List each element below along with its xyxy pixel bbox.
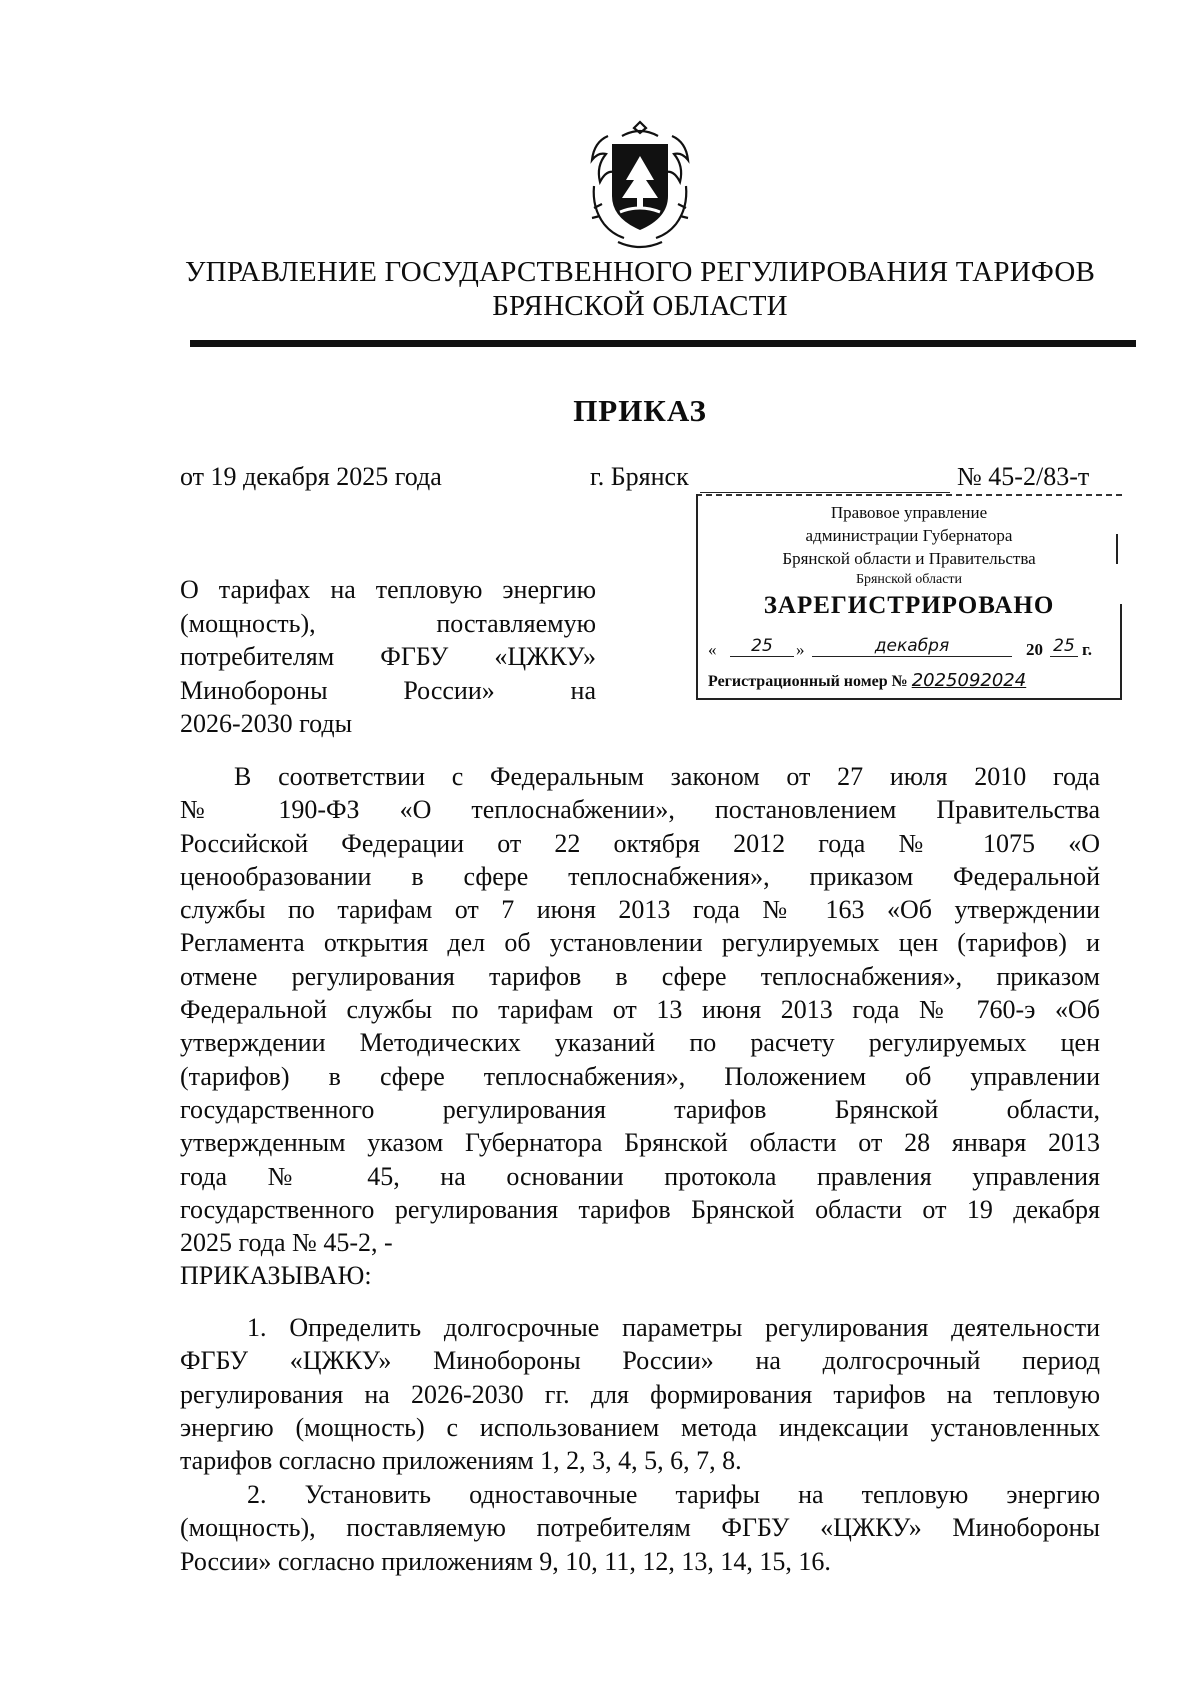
item-line: ФГБУ «ЦЖКУ» Минобороны России» на долгосрочный период xyxy=(180,1346,1100,1376)
subject-line: Минобороны России» на xyxy=(180,675,596,705)
subject-line: О тарифах на тепловую энергию xyxy=(180,575,596,604)
stamp-year-prefix: 20 xyxy=(1026,640,1043,659)
order-subject xyxy=(180,573,596,741)
item-line: тарифов согласно приложениям 1, 2, 3, 4, 5, 6, 7, 8. xyxy=(180,1446,742,1476)
preamble-line: государственного регулирования тарифов Брянской области, xyxy=(180,1094,1100,1124)
preamble-line: утверждении Методических указаний по расчету регулируемых цен xyxy=(180,1028,1100,1058)
preamble-line: службы по тарифам от 7 июня 2013 года № 163 «Об утверждении xyxy=(180,895,1100,925)
order-number: № 45-2/83-т xyxy=(957,462,1090,491)
stamp-line2: администрации Губернатора xyxy=(805,526,1013,545)
preamble-line: года № 45, на основании протокола правления управления xyxy=(180,1161,1100,1191)
preamble-line: утвержденным указом Губернатора Брянской области от 28 января 2013 xyxy=(180,1128,1100,1158)
preamble-line: № 190-ФЗ «О теплоснабжении», постановлением Правительства xyxy=(180,795,1100,825)
preamble-line: Федеральной службы по тарифам от 13 июня 2013 года № 760-э «Об xyxy=(180,995,1100,1025)
order-item-1 xyxy=(180,1311,1100,1477)
coat-of-arms-icon xyxy=(578,116,702,252)
organization-name-line2: БРЯНСКОЙ ОБЛАСТИ xyxy=(492,290,788,322)
stamp-reg-number: 2025092024 xyxy=(911,670,1027,691)
stamp-day: 25 xyxy=(730,636,794,657)
stamp-line4: Брянской области xyxy=(855,572,963,587)
order-city: г. Брянск xyxy=(590,462,689,491)
order-date: от 19 декабря 2025 года xyxy=(180,462,442,491)
preamble-line: Российской Федерации от 22 октября 2012 года № 1075 «О xyxy=(180,828,1100,858)
preamble-line: (тарифов) в сфере теплоснабжения», Положением об управлении xyxy=(180,1061,1100,1091)
preamble-line: В соответствии с Федеральным законом от 27 июля 2010 года xyxy=(234,762,1100,791)
subject-line: (мощность), поставляемую xyxy=(180,608,596,638)
stamp-year-suffix: 25 xyxy=(1050,636,1078,657)
preamble-line: ценообразовании в сфере теплоснабжения», приказом Федеральной xyxy=(180,861,1100,891)
stamp-year-unit: г. xyxy=(1082,640,1093,659)
stamp-reg-label: Регистрационный номер № xyxy=(708,673,908,690)
stamp-date: « 25 » декабря 20 25 г. xyxy=(708,636,1093,659)
stamp-line3: Брянской области и Правительства xyxy=(782,549,1036,568)
stamp-month: декабря xyxy=(812,636,1012,657)
item-line: регулирования на 2026-2030 гг. для формирования тарифов на тепловую xyxy=(180,1379,1100,1409)
decree-word: ПРИКАЗЫВАЮ: xyxy=(180,1261,372,1291)
item-line: энергию (мощность) с использованием метода индексации установленных xyxy=(180,1412,1100,1442)
item-line: (мощность), поставляемую потребителям ФГБУ «ЦЖКУ» Минобороны xyxy=(180,1513,1100,1543)
preamble-line: 2025 года № 45-2, - xyxy=(180,1228,393,1258)
subject-line: потребителям ФГБУ «ЦЖКУ» xyxy=(180,642,596,671)
stamp-registration xyxy=(708,670,1026,691)
item-line: России» согласно приложениям 9, 10, 11, 12, 13, 14, 15, 16. xyxy=(180,1546,831,1576)
organization-name-line1: УПРАВЛЕНИЕ ГОСУДАРСТВЕННОГО РЕГУЛИРОВАНИЯ ТАРИФОВ xyxy=(184,256,1096,288)
stamp-line1: Правовое управление xyxy=(830,503,988,522)
order-item-2 xyxy=(180,1478,1100,1578)
header-divider xyxy=(190,340,1136,347)
registration-stamp xyxy=(696,494,1122,700)
item-line: 2. Установить одноставочные тарифы на тепловую энергию xyxy=(247,1480,1100,1509)
subject-line: 2026-2030 годы xyxy=(180,709,353,738)
item-line: 1. Определить долгосрочные параметры регулирования деятельности xyxy=(247,1313,1100,1342)
preamble-line: государственного регулирования тарифов Брянской области от 19 декабря xyxy=(180,1194,1100,1224)
preamble-line: Регламента открытия дел об установлении регулируемых цен (тарифов) и xyxy=(180,928,1100,958)
city-underline xyxy=(700,492,950,493)
preamble-line: отмене регулирования тарифов в сфере теплоснабжения», приказом xyxy=(180,961,1100,991)
preamble xyxy=(180,760,1100,1293)
document-title: ПРИКАЗ xyxy=(573,393,707,428)
stamp-registered-label: ЗАРЕГИСТРИРОВАНО xyxy=(763,592,1055,619)
